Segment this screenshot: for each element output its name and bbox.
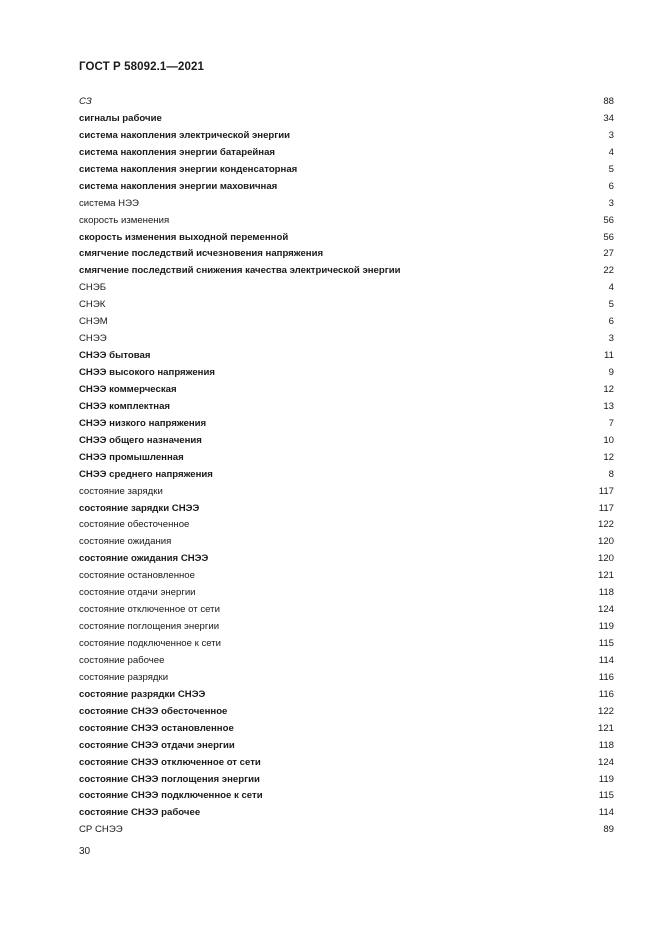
index-page-ref: 12 [603,383,614,395]
index-page-ref: 5 [608,163,614,175]
index-entry [79,433,614,450]
index-term: СНЭЭ [79,333,107,345]
index-term: скорость изменения выходной переменной [79,231,289,243]
index-page-ref: 11 [604,350,614,362]
alphabetical-index [79,94,614,839]
index-term: состояние СНЭЭ подключенное к сети [79,790,263,802]
index-entry [79,585,614,602]
index-term: СНЭЭ бытовая [79,350,151,362]
index-entry [79,280,614,297]
index-term: СНЭК [79,299,106,311]
index-term: состояние зарядки СНЭЭ [79,502,200,514]
index-page-ref: 119 [598,773,614,785]
index-entry [79,687,614,704]
index-term: состояние СНЭЭ остановленное [79,722,234,734]
index-entry [79,314,614,331]
index-entry [79,534,614,551]
index-entry [79,484,614,501]
index-term: состояние СНЭЭ поглощения энергии [79,773,260,785]
index-page-ref: 3 [608,197,614,209]
index-entry [79,94,614,111]
index-entry [79,738,614,755]
index-term: состояние обесточенное [79,519,190,531]
index-term: СНЭБ [79,282,107,294]
index-page-ref: 121 [597,570,614,582]
index-term: состояние СНЭЭ рабочее [79,807,201,819]
index-entry [79,399,614,416]
index-entry [79,602,614,619]
index-term: система накопления энергии конденсаторная [79,163,298,175]
index-entry [79,721,614,738]
index-page-ref: 117 [598,502,614,514]
index-entry [79,517,614,534]
index-term: состояние отдачи энергии [79,587,196,599]
index-page-ref: 6 [608,316,614,328]
index-page-ref: 9 [608,367,614,378]
index-page-ref: 22 [603,265,614,277]
index-entry [79,246,614,263]
index-page-ref: 10 [603,434,614,446]
index-page-ref: 6 [608,180,614,192]
index-term: смягчение последствий снижения качества электрической энергии [79,265,401,277]
index-entry [79,636,614,653]
index-entry [79,755,614,772]
index-term: состояние подключенное к сети [79,638,222,649]
index-entry [79,501,614,518]
index-entry [79,162,614,179]
index-term: состояние ожидания [79,536,172,548]
index-term: СНЭЭ среднего напряжения [79,468,213,480]
index-term: система накопления энергии батарейная [79,146,276,158]
index-term: состояние СНЭЭ обесточенное [79,705,228,717]
index-term: система накопления электрической энергии [79,129,291,141]
index-page-ref: 56 [603,214,614,226]
index-page-ref: 120 [597,553,614,565]
index-entry [79,450,614,467]
index-entry [79,179,614,196]
index-page-ref: 89 [603,824,614,836]
index-term: смягчение последствий исчезновения напряжения [79,248,324,260]
index-term: СНЭЭ низкого напряжения [79,417,207,429]
document-header: ГОСТ Р 58092.1—2021 [79,61,204,73]
index-term: СНЭЭ промышленная [79,451,184,463]
index-page-ref: 27 [603,248,614,260]
index-entry [79,467,614,484]
index-term: СР СНЭЭ [79,824,123,836]
index-entry [79,213,614,230]
index-term: СЗ [79,96,92,107]
index-page-ref: 116 [598,671,614,683]
index-entry [79,619,614,636]
index-entry [79,788,614,805]
index-term: состояние разрядки СНЭЭ [79,688,206,700]
index-term: состояние остановленное [79,570,195,582]
index-term: сигналы рабочие [79,112,162,124]
index-term: СНЭЭ коммерческая [79,383,177,395]
index-page-ref: 3 [608,129,614,141]
index-page-ref: 4 [608,282,614,294]
index-page-ref: 4 [608,146,614,158]
index-page-ref: 34 [603,112,614,124]
index-entry [79,704,614,721]
index-entry [79,263,614,280]
index-entry [79,145,614,162]
index-term: система НЭЭ [79,197,139,209]
index-page-ref: 116 [598,688,614,700]
index-term: скорость изменения [79,214,170,226]
index-entry [79,416,614,433]
index-term: состояние разрядки [79,671,169,683]
index-entry [79,111,614,128]
page-number: 30 [79,846,91,857]
index-page-ref: 117 [598,485,614,497]
index-term: СНЭМ [79,316,108,328]
index-entry [79,822,614,839]
index-page-ref: 5 [608,299,614,311]
index-page-ref: 118 [598,587,614,599]
index-entry [79,348,614,365]
index-page-ref: 8 [608,468,614,480]
index-term: состояние зарядки [79,485,163,497]
index-entry [79,772,614,789]
index-entry [79,128,614,145]
index-entry [79,382,614,399]
index-term: состояние СНЭЭ отдачи энергии [79,739,235,751]
index-term: СНЭЭ высокого напряжения [79,367,215,378]
index-page-ref: 115 [598,790,614,802]
index-term: СНЭЭ общего назначения [79,434,202,446]
index-entry [79,805,614,822]
index-page-ref: 56 [603,231,614,243]
index-entry [79,670,614,687]
index-page-ref: 88 [603,96,614,107]
index-term: система накопления энергии маховичная [79,180,278,192]
index-page-ref: 3 [608,333,614,345]
index-entry [79,196,614,213]
index-page-ref: 13 [603,400,614,412]
index-term: состояние отключенное от сети [79,604,220,616]
index-page-ref: 114 [598,807,614,819]
index-page-ref: 121 [597,722,614,734]
index-page-ref: 120 [597,536,614,548]
index-entry [79,568,614,585]
index-page-ref: 122 [597,705,614,717]
index-page-ref: 12 [603,451,614,463]
index-entry [79,297,614,314]
index-page-ref: 7 [608,417,614,429]
index-term: СНЭЭ комплектная [79,400,171,412]
index-page-ref: 122 [597,519,614,531]
index-term: состояние СНЭЭ отключенное от сети [79,756,261,768]
index-entry [79,551,614,568]
index-entry [79,365,614,382]
index-page-ref: 124 [597,604,614,616]
index-term: состояние ожидания СНЭЭ [79,553,209,565]
index-page-ref: 124 [597,756,614,768]
index-page-ref: 119 [598,621,614,633]
index-entry [79,230,614,247]
index-term: состояние рабочее [79,654,165,666]
index-entry [79,331,614,348]
index-page-ref: 114 [598,654,614,666]
index-term: состояние поглощения энергии [79,621,220,633]
index-page-ref: 118 [598,739,614,751]
index-page-ref: 115 [598,638,614,649]
index-entry [79,653,614,670]
